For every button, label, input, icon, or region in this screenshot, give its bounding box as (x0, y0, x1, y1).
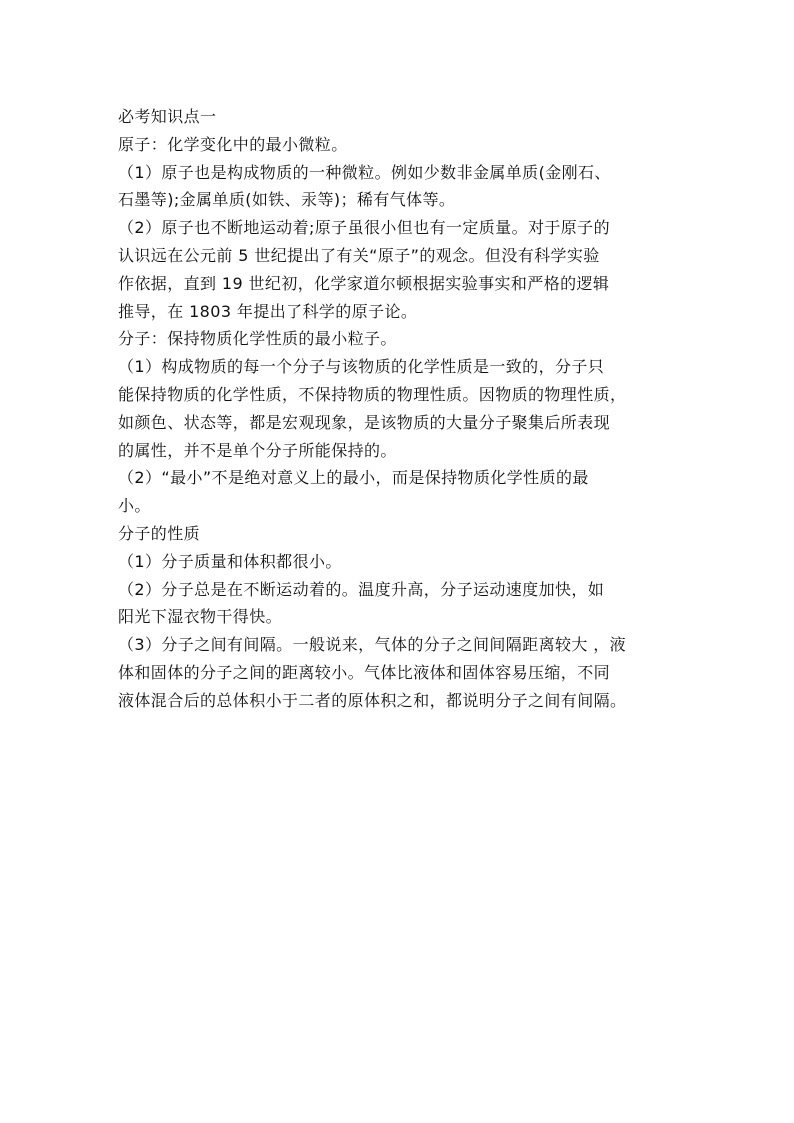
property-3-line-1: （3）分子之间有间隔。一般说来，气体的分子之间间隔距离较大 ，液 (118, 635, 627, 655)
atom-point-1-line-2: 石墨等);金属单质(如铁、汞等)；稀有气体等。 (118, 190, 456, 210)
atom-point-2-line-1: （2）原子也不断地运动着;原子虽很小但也有一定质量。对于原子的 (118, 218, 610, 238)
property-3-line-3: 液体混合后的总体积小于二者的原体积之和，都说明分子之间有间隔。 (118, 690, 627, 710)
heading-key-point-one: 必考知识点一 (118, 107, 217, 126)
atom-point-2-line-2: 认识远在公元前 5 世纪提出了有关“原子”的观念。但没有科学实验 (118, 245, 600, 265)
molecule-point-1-line-1: （1）构成物质的每一个分子与该物质的化学性质是一致的，分子只 (118, 357, 605, 377)
molecule-definition: 分子：保持物质化学性质的最小粒子。 (118, 329, 397, 349)
molecule-point-1-line-4: 的属性，并不是单个分子所能保持的。 (118, 440, 397, 460)
atom-point-2-line-3: 作依据，直到 19 世纪初，化学家道尔顿根据实验事实和严格的逻辑 (118, 273, 610, 293)
document-body (118, 103, 698, 715)
molecule-point-2-line-1: （2）“最小”不是绝对意义上的最小，而是保持物质化学性质的最 (118, 468, 589, 488)
atom-point-1-line-1: （1）原子也是构成物质的一种微粒。例如少数非金属单质(金刚石、 (118, 162, 611, 182)
heading-molecule-properties: 分子的性质 (118, 523, 201, 543)
property-1: （1）分子质量和体积都很小。 (118, 551, 342, 571)
molecule-point-2-line-2: 小。 (118, 496, 151, 516)
molecule-point-1-line-2: 能保持物质的化学性质，不保持物质的物理性质。因物质的物理性质， (118, 384, 627, 404)
molecule-point-1-line-3: 如颜色、状态等，都是宏观现象，是该物质的大量分子聚集后所表现 (118, 412, 611, 432)
property-2-line-2: 阳光下湿衣物干得快。 (118, 607, 283, 627)
atom-definition: 原子：化学变化中的最小微粒。 (118, 134, 348, 154)
property-2-line-1: （2）分子总是在不断运动着的。温度升高，分子运动速度加快，如 (118, 579, 605, 599)
atom-point-2-line-4: 推导，在 1803 年提出了科学的原子论。 (118, 301, 418, 321)
property-3-line-2: 体和固体的分子之间的距离较小。气体比液体和固体容易压缩，不同 (118, 662, 611, 682)
